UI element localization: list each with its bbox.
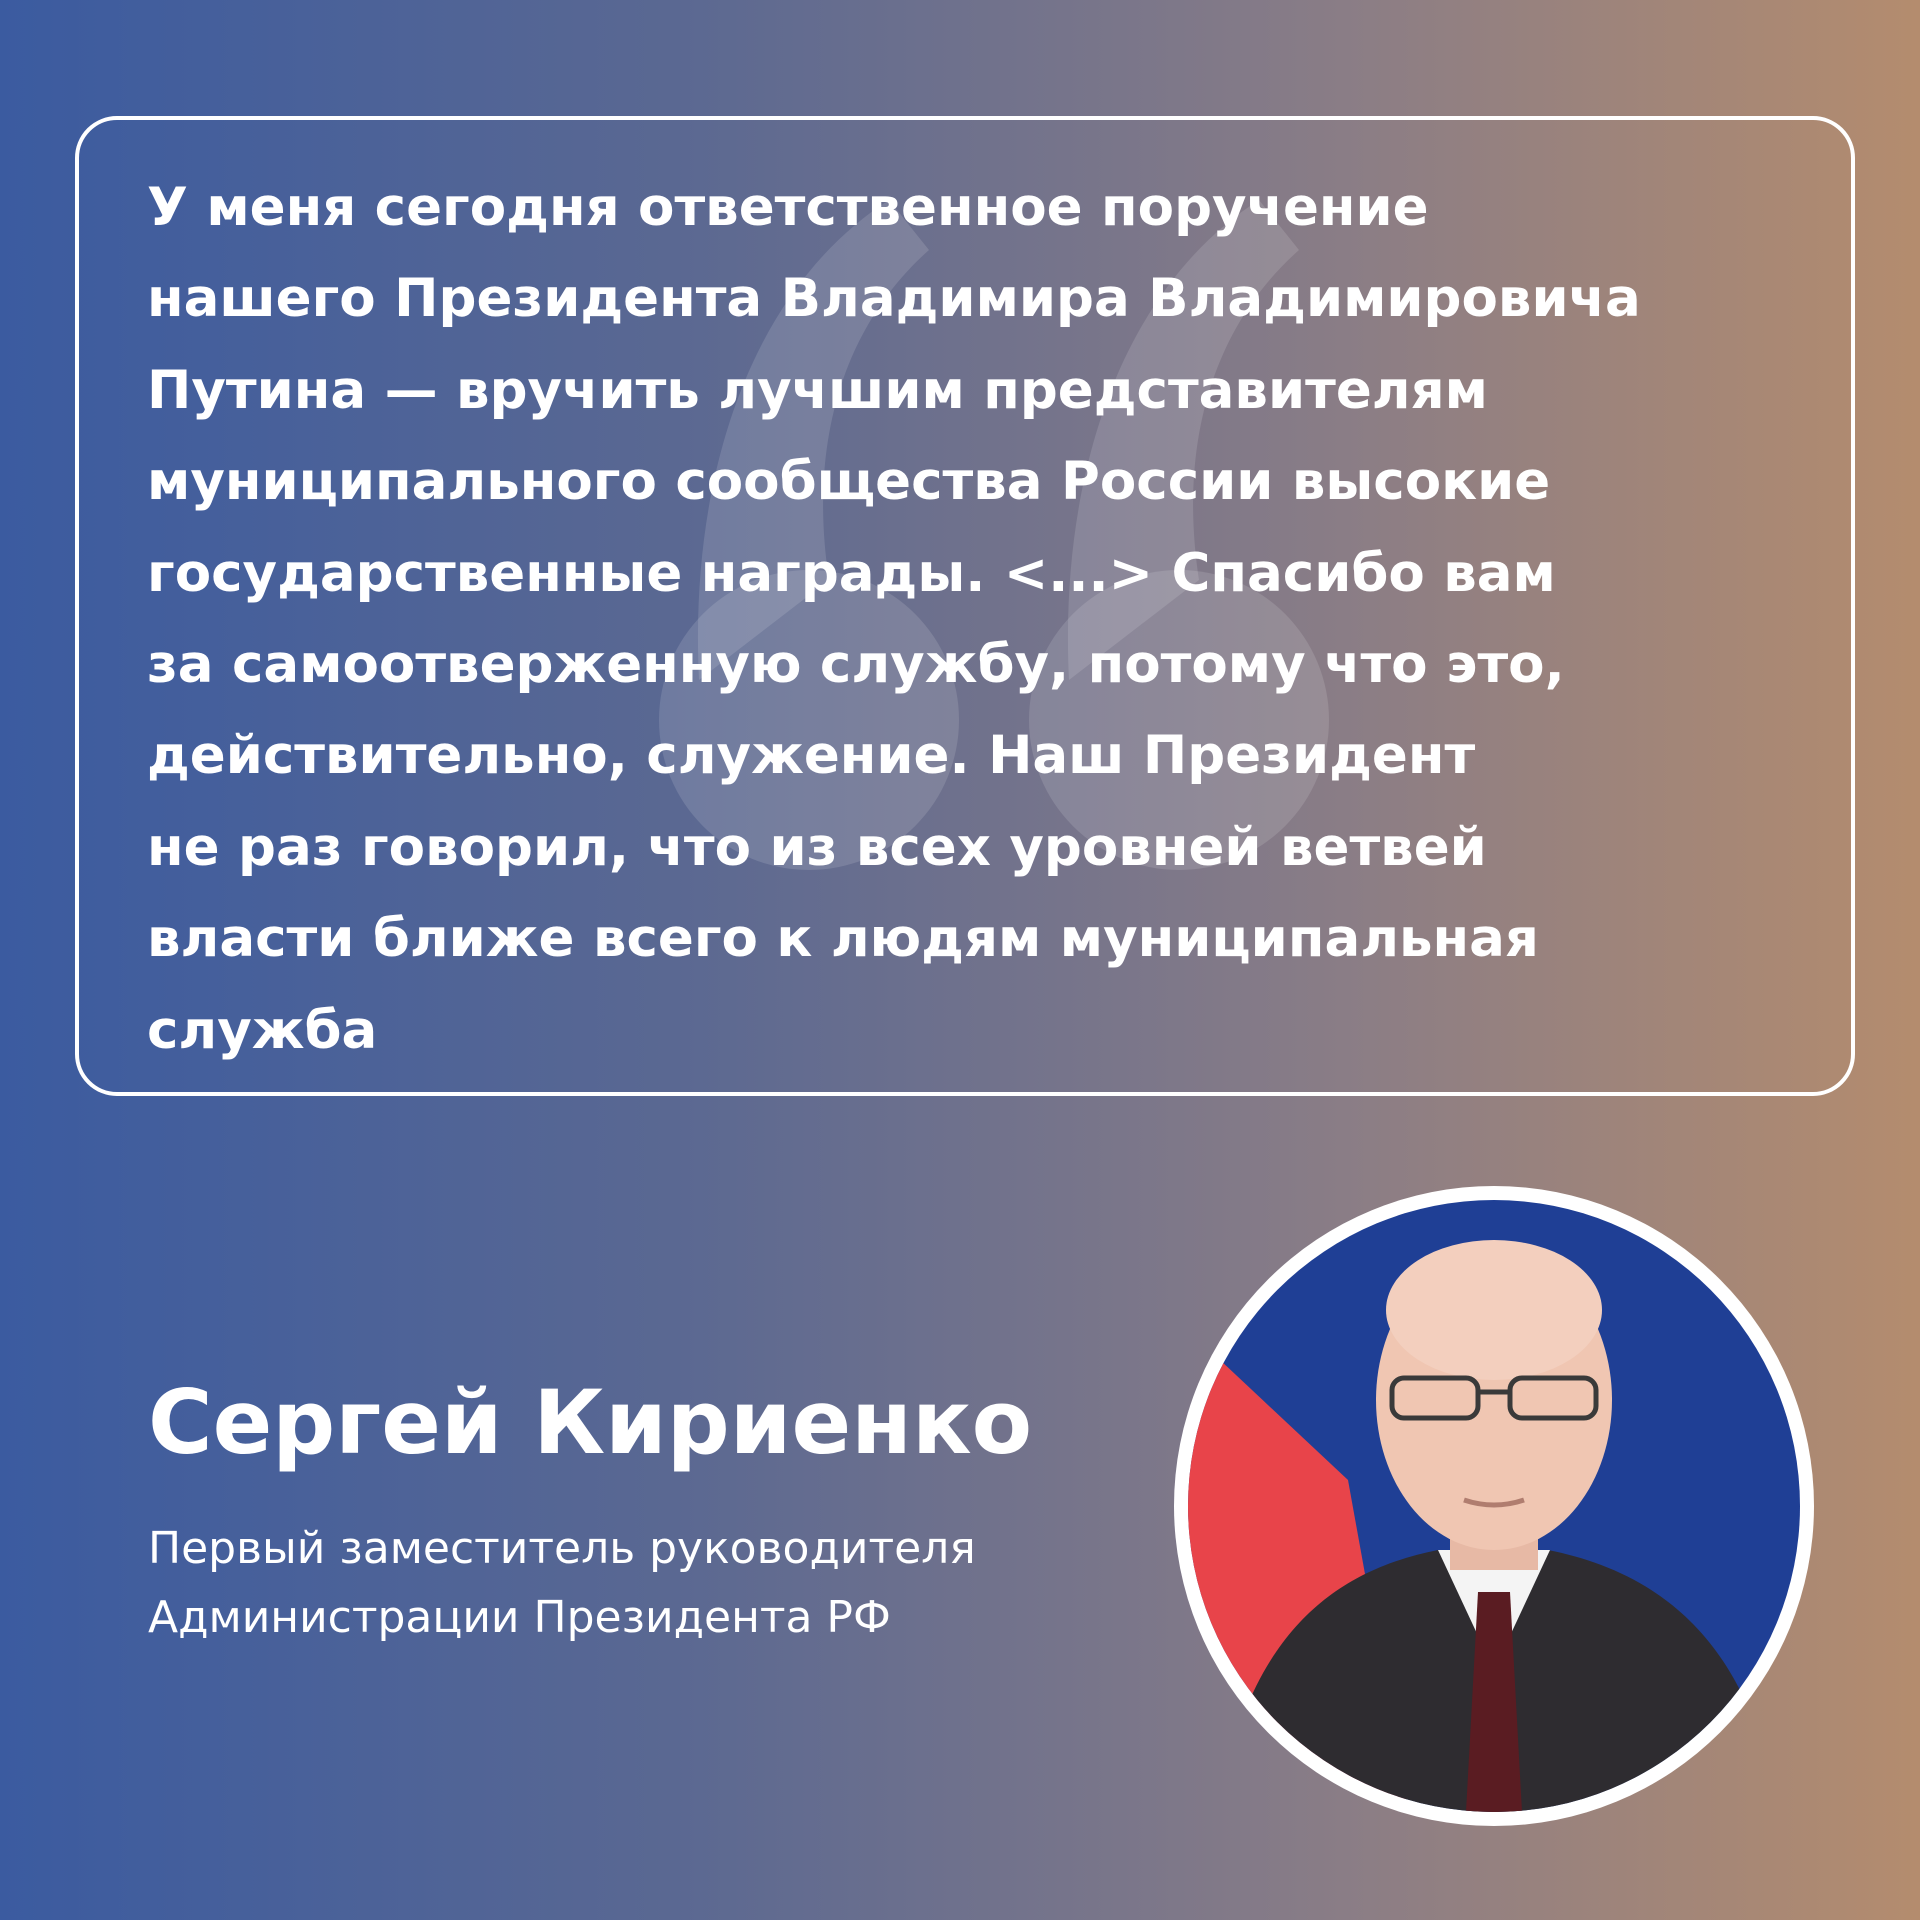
speaker-title: Первый заместитель руководителя Администрации Президента РФ <box>148 1523 976 1643</box>
speaker-name: Сергей Кириенко <box>148 1371 1033 1474</box>
quote-box <box>75 116 1855 1096</box>
avatar <box>1174 1186 1814 1826</box>
speaker-portrait <box>1188 1200 1800 1812</box>
quote-text: У меня сегодня ответственное поручение нашего Президента Владимира Владимировича Путина — вручить лучшим представителям муниципального сообщества России высокие государственные награды. <...> Спасибо вам за самоотверженную службу, потому что это, действительно, служение. Наш Президент не раз говорил, что из всех уровней ветвей власти ближе всего к людям муниципальная служба <box>147 177 1641 1061</box>
